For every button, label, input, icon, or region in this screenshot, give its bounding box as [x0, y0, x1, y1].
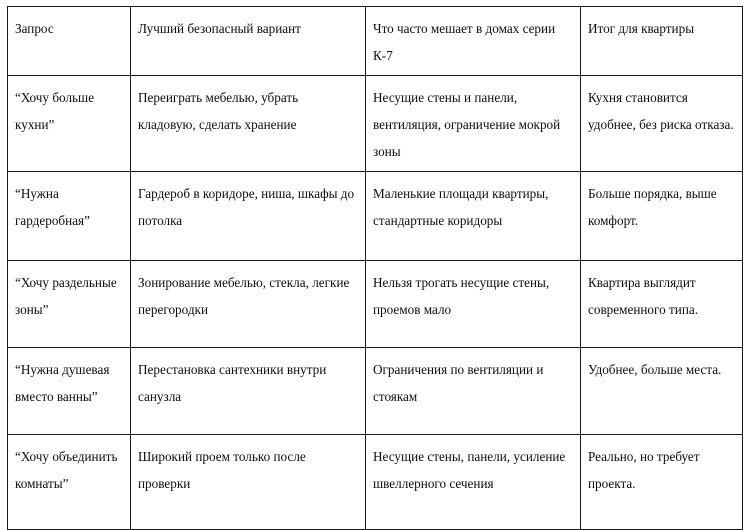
table-row [8, 172, 743, 261]
cell-text-safe-option: Гардероб в коридоре, ниша, шкафы до потолка [138, 186, 355, 228]
cell-request [8, 76, 131, 172]
cell-safe-option [131, 76, 366, 172]
cell-text-result: Удобнее, больше места. [588, 362, 722, 377]
cell-result [581, 348, 743, 435]
cell-obstacles [366, 76, 581, 172]
header-text-request: Запрос [15, 21, 54, 36]
cell-text-obstacles: Маленькие площади квартиры, стандартные коридоры [373, 186, 549, 228]
cell-safe-option [131, 172, 366, 261]
cell-safe-option [131, 348, 366, 435]
cell-text-result: Кухня становится удобнее, без риска отказа. [588, 90, 734, 132]
table-row [8, 261, 743, 348]
cell-obstacles [366, 435, 581, 530]
table-row [8, 348, 743, 435]
table-header-cell-safe-option [131, 7, 366, 76]
cell-request [8, 172, 131, 261]
table-row [8, 76, 743, 172]
cell-result [581, 435, 743, 530]
cell-text-request: “Хочу объединить комнаты” [15, 449, 118, 491]
cell-text-request: “Нужна душевая вместо ванны” [15, 362, 110, 404]
cell-text-request: “Хочу больше кухни” [15, 90, 95, 132]
cell-request [8, 261, 131, 348]
cell-text-safe-option: Перестановка сантехники внутри санузла [138, 362, 327, 404]
table-header-row [8, 7, 743, 76]
cell-text-request: “Нужна гардеробная” [15, 186, 90, 228]
cell-text-safe-option: Зонирование мебелью, стекла, легкие перегородки [138, 275, 350, 317]
header-text-obstacles: Что часто мешает в домах серии К-7 [373, 21, 556, 63]
cell-result [581, 172, 743, 261]
table-header-cell-result [581, 7, 743, 76]
cell-obstacles [366, 172, 581, 261]
table-header-cell-request [8, 7, 131, 76]
cell-result [581, 261, 743, 348]
cell-text-obstacles: Несущие стены и панели, вентиляция, ограничение мокрой зоны [373, 90, 561, 159]
cell-obstacles [366, 261, 581, 348]
header-text-result: Итог для квартиры [588, 21, 695, 36]
table-row [8, 435, 743, 530]
table-header-cell-obstacles [366, 7, 581, 76]
cell-safe-option [131, 435, 366, 530]
header-text-safe-option: Лучший безопасный вариант [138, 21, 301, 36]
cell-request [8, 435, 131, 530]
cell-text-result: Реально, но требует проекта. [588, 449, 700, 491]
cell-text-result: Больше порядка, выше комфорт. [588, 186, 717, 228]
cell-text-obstacles: Несущие стены, панели, усиление швеллерного сечения [373, 449, 566, 491]
cell-text-safe-option: Широкий проем только после проверки [138, 449, 306, 491]
cell-obstacles [366, 348, 581, 435]
cell-result [581, 76, 743, 172]
cell-text-result: Квартира выглядит современного типа. [588, 275, 699, 317]
cell-text-request: “Хочу раздельные зоны” [15, 275, 117, 317]
cell-text-obstacles: Ограничения по вентиляции и стоякам [373, 362, 544, 404]
cell-request [8, 348, 131, 435]
cell-text-safe-option: Переиграть мебелью, убрать кладовую, сделать хранение [138, 90, 299, 132]
cell-safe-option [131, 261, 366, 348]
cell-text-obstacles: Нельзя трогать несущие стены, проемов мало [373, 275, 550, 317]
comparison-table [7, 6, 743, 530]
